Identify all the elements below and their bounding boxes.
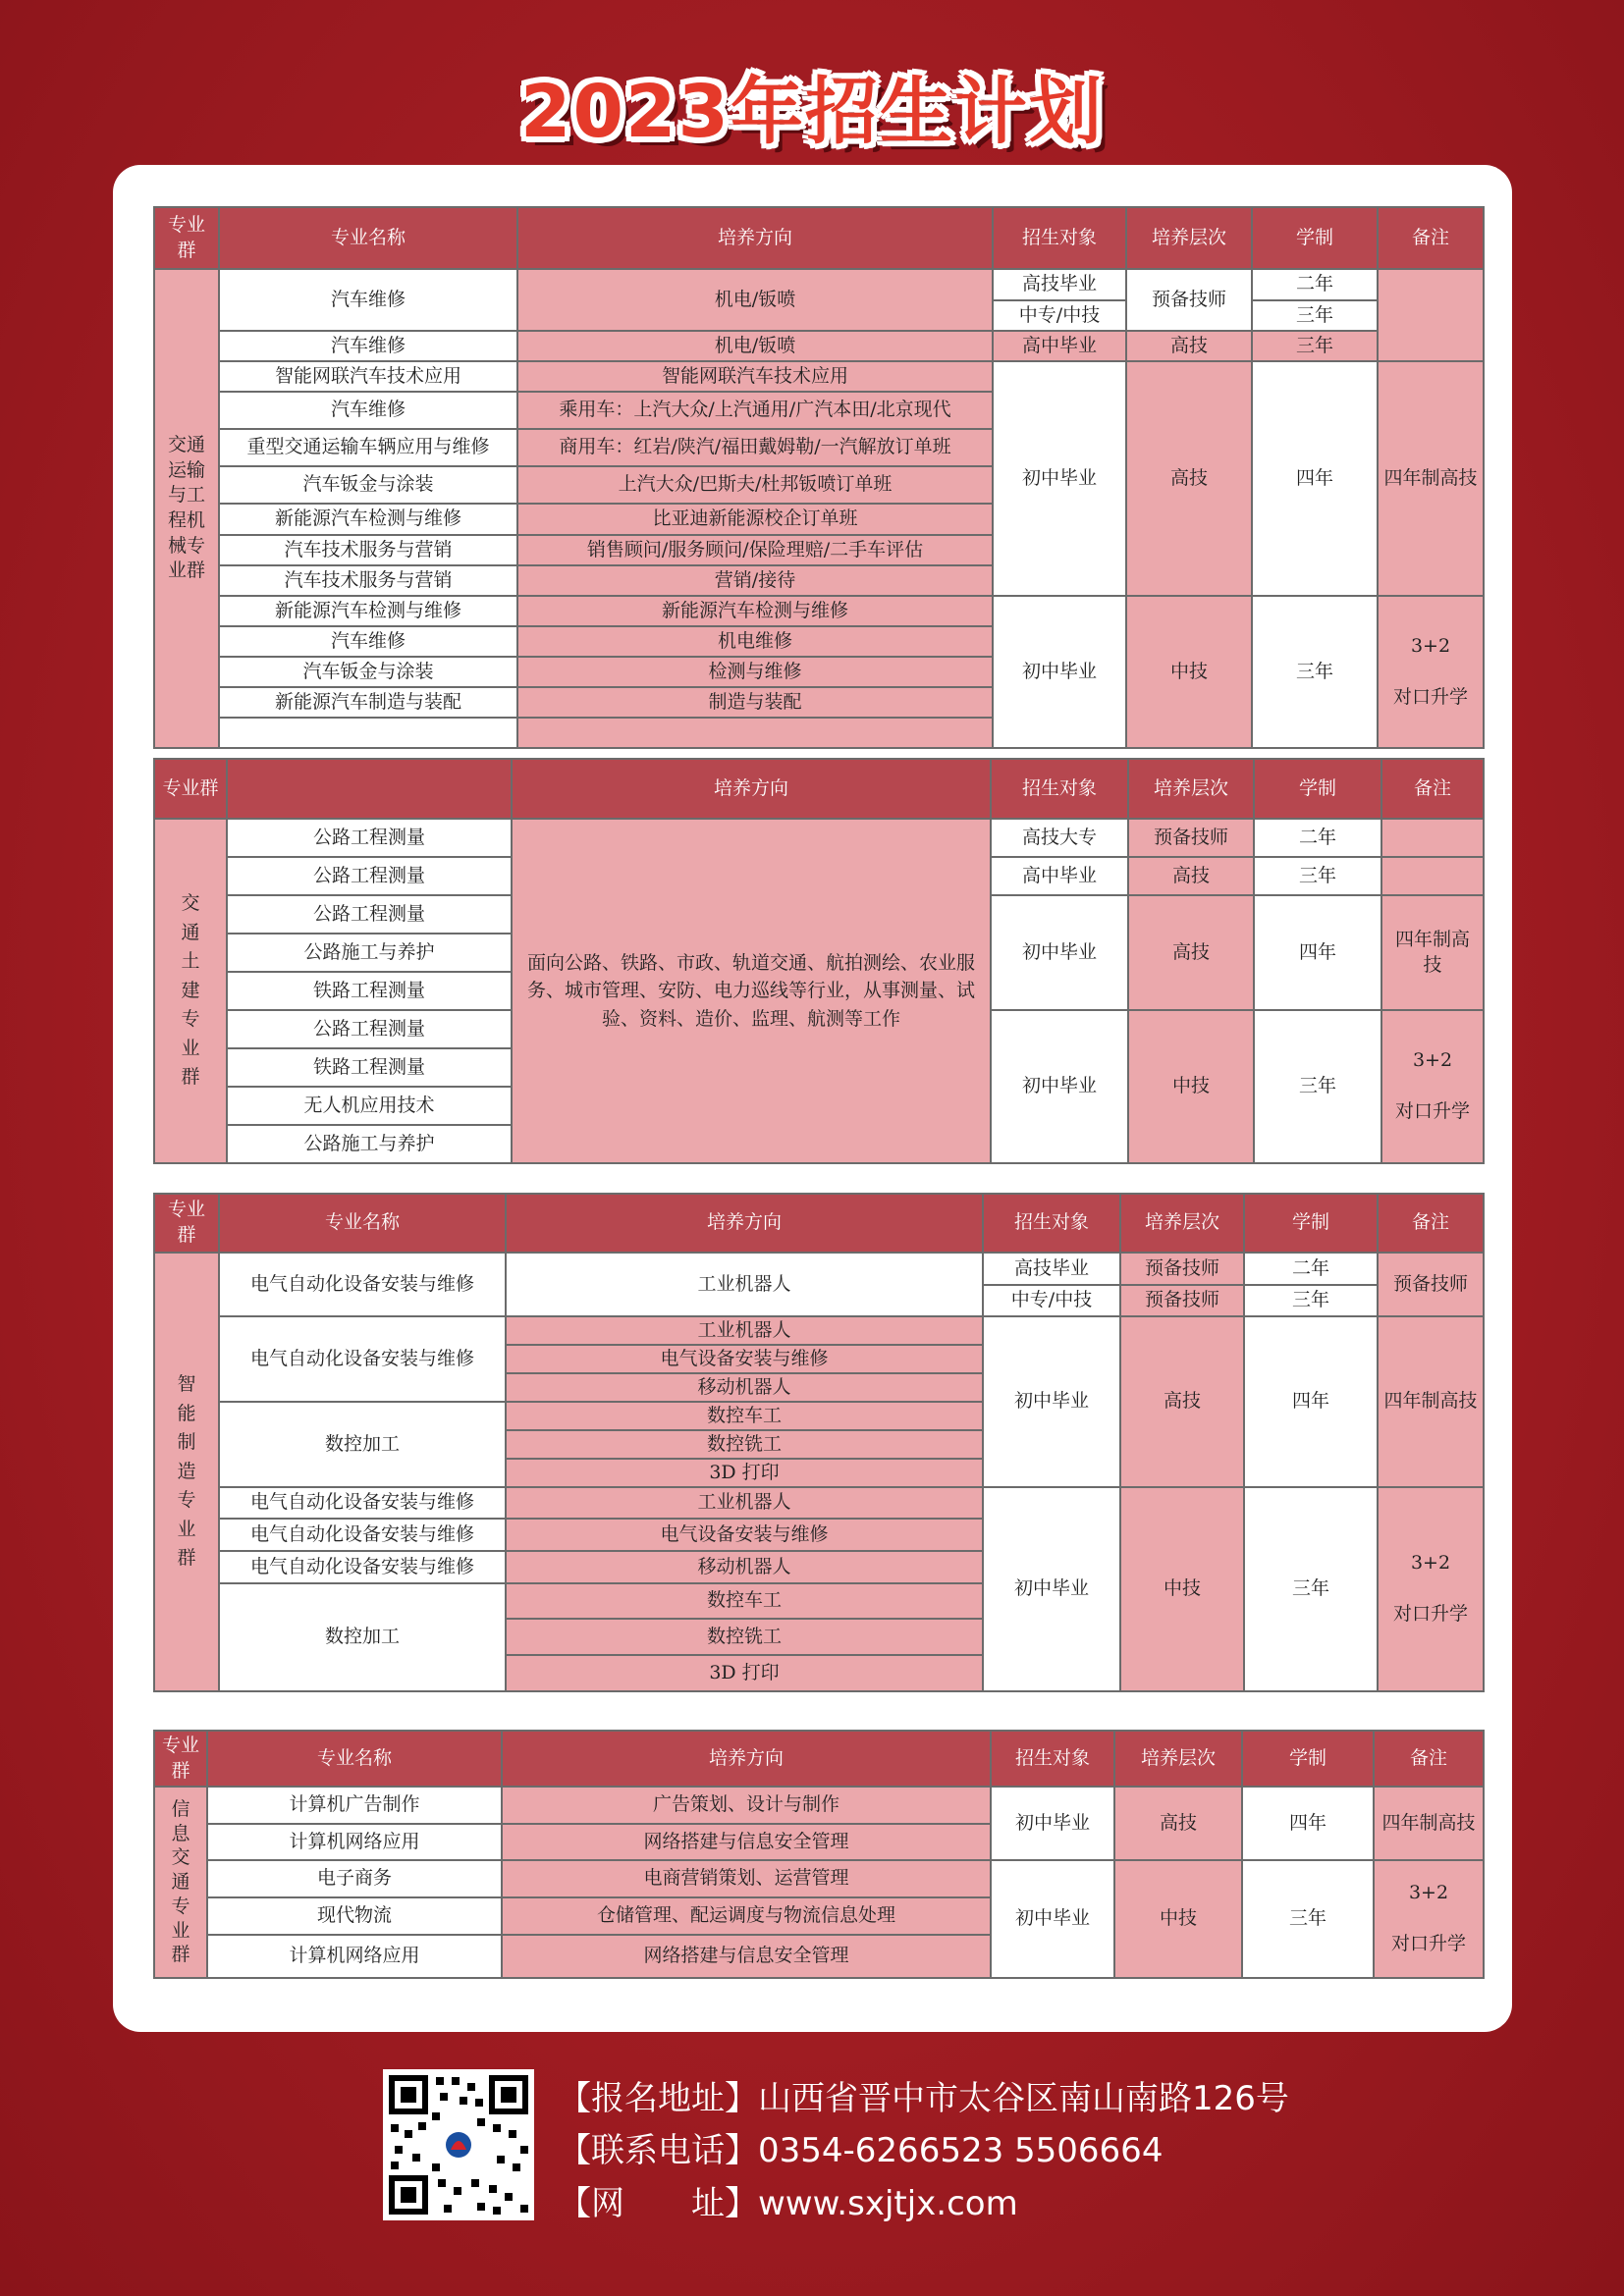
- col-header: 招生对象: [993, 207, 1126, 269]
- col-header: 专业群: [154, 1731, 207, 1787]
- note-line: 3+2: [1408, 1882, 1449, 1904]
- col-header: 备注: [1378, 207, 1484, 269]
- major-name: 新能源汽车制造与装配: [219, 687, 517, 718]
- target: 高中毕业: [993, 331, 1126, 361]
- duration: 三年: [1252, 596, 1378, 748]
- major-name: 公路工程测量: [227, 895, 512, 934]
- duration: 二年: [1244, 1253, 1378, 1285]
- plan-table-transport: [153, 206, 1485, 749]
- direction: 3D 打印: [506, 1459, 983, 1487]
- table-header-row: [154, 759, 1484, 819]
- major-name: 计算机网络应用: [207, 1824, 502, 1860]
- major-name: 汽车技术服务与营销: [219, 565, 517, 596]
- direction: 数控铣工: [506, 1619, 983, 1655]
- major-name: 公路工程测量: [227, 1010, 512, 1048]
- table-header-row: [154, 1194, 1484, 1253]
- direction: 比亚迪新能源校企订单班: [517, 504, 993, 535]
- level: 预备技师: [1120, 1253, 1244, 1285]
- table-row: [154, 1487, 1484, 1519]
- col-header: 学制: [1242, 1731, 1374, 1787]
- col-header: 培养方向: [506, 1194, 983, 1253]
- table-header-row: [154, 207, 1484, 269]
- plan-table-civil: [153, 758, 1485, 1164]
- note: 四年制高技: [1374, 1787, 1484, 1860]
- major-name: 无人机应用技术: [227, 1087, 512, 1125]
- col-header: 培养方向: [502, 1731, 991, 1787]
- direction: 电气设备安装与维修: [506, 1519, 983, 1551]
- major-name: 汽车钣金与涂装: [219, 466, 517, 504]
- col-header: 备注: [1381, 759, 1484, 819]
- major-name: 公路工程测量: [227, 857, 512, 895]
- direction: 3D 打印: [506, 1655, 983, 1691]
- level: 预备技师: [1128, 819, 1254, 857]
- target: 初中毕业: [983, 1316, 1120, 1487]
- footer-phone: 【联系电话】0354-6266523 5506664: [558, 2131, 1164, 2170]
- major-name: 电气自动化设备安装与维修: [219, 1316, 506, 1402]
- major-name: 智能网联汽车技术应用: [219, 361, 517, 392]
- duration: 三年: [1252, 300, 1378, 331]
- col-header: 培养层次: [1128, 759, 1254, 819]
- major-name: 电气自动化设备安装与维修: [219, 1253, 506, 1316]
- direction: 面向公路、铁路、市政、轨道交通、航拍测绘、农业服务、城市管理、安防、电力巡线等行业，从事测量、试验、资料、造价、监理、航测等工作: [512, 819, 991, 1163]
- major-name: 重型交通运输车辆应用与维修: [219, 429, 517, 466]
- level: 中技: [1120, 1487, 1244, 1691]
- table-row: [154, 1787, 1484, 1824]
- direction: 仓储管理、配运调度与物流信息处理: [502, 1897, 991, 1935]
- level: 高技: [1128, 895, 1254, 1010]
- table-row: [154, 269, 1484, 300]
- major-name: 公路施工与养护: [227, 934, 512, 972]
- col-header: 备注: [1378, 1194, 1484, 1253]
- col-header: 招生对象: [991, 1731, 1114, 1787]
- duration: 三年: [1244, 1285, 1378, 1316]
- target: 高技毕业: [983, 1253, 1120, 1285]
- level: 高技: [1128, 857, 1254, 895]
- table-row: [154, 1253, 1484, 1285]
- table-row: [154, 1316, 1484, 1345]
- direction: 工业机器人: [506, 1487, 983, 1519]
- qr-code-icon: [383, 2069, 534, 2220]
- major-name: 铁路工程测量: [227, 972, 512, 1010]
- direction: 数控铣工: [506, 1430, 983, 1459]
- direction: 商用车：红岩/陕汽/福田戴姆勒/一汽解放订单班: [517, 429, 993, 466]
- target: 初中毕业: [991, 1010, 1128, 1163]
- duration: 四年: [1244, 1316, 1378, 1487]
- table-row: [154, 819, 1484, 857]
- direction: 广告策划、设计与制作: [502, 1787, 991, 1824]
- note: 四年制高技: [1378, 361, 1484, 596]
- level: 预备技师: [1126, 269, 1252, 331]
- table-row: [154, 331, 1484, 361]
- level: 高技: [1126, 331, 1252, 361]
- note-line: 3+2: [1410, 634, 1451, 657]
- duration: 四年: [1254, 895, 1381, 1010]
- direction: 机电/钣喷: [517, 269, 993, 331]
- page-title: 2023年招生计划: [520, 70, 1104, 154]
- col-header: 学制: [1252, 207, 1378, 269]
- direction: 销售顾问/服务顾问/保险理赔/二手车评估: [517, 535, 993, 565]
- note-line: 3+2: [1412, 1049, 1453, 1072]
- note: [1381, 819, 1484, 857]
- duration: 三年: [1244, 1487, 1378, 1691]
- target: 高中毕业: [991, 857, 1128, 895]
- group-cell: 交通运输与工程机械专业群: [154, 269, 219, 748]
- footer-website-label: 【网 址】: [558, 2184, 758, 2223]
- duration: 二年: [1254, 819, 1381, 857]
- note-line: 对口升学: [1390, 1933, 1466, 1954]
- direction: 数控车工: [506, 1583, 983, 1619]
- note: [1378, 596, 1484, 748]
- note: [1381, 857, 1484, 895]
- note: 四年制高技: [1378, 1316, 1484, 1487]
- col-header: 培养方向: [517, 207, 993, 269]
- note-line: 3+2: [1410, 1552, 1451, 1575]
- major-name: 汽车技术服务与营销: [219, 535, 517, 565]
- table-header-row: [154, 1731, 1484, 1787]
- note-line: 对口升学: [1392, 1603, 1468, 1625]
- table-row: [154, 596, 1484, 626]
- plan-table-information: [153, 1730, 1485, 1979]
- direction: 营销/接待: [517, 565, 993, 596]
- level: 中技: [1114, 1860, 1242, 1978]
- major-name: 数控加工: [219, 1583, 506, 1691]
- note: 预备技师: [1378, 1253, 1484, 1316]
- target: 初中毕业: [993, 361, 1126, 596]
- direction: 移动机器人: [506, 1373, 983, 1402]
- col-header: 学制: [1244, 1194, 1378, 1253]
- major-name: 电气自动化设备安装与维修: [219, 1487, 506, 1519]
- col-header: 培养层次: [1114, 1731, 1242, 1787]
- target: 高技毕业: [993, 269, 1126, 300]
- major-name: 公路施工与养护: [227, 1125, 512, 1163]
- col-header: 培养层次: [1126, 207, 1252, 269]
- direction: 工业机器人: [506, 1253, 983, 1316]
- col-header: 学制: [1254, 759, 1381, 819]
- group-cell: 智能制造专业群: [154, 1253, 219, 1691]
- major-name: 汽车钣金与涂装: [219, 657, 517, 687]
- direction: 上汽大众/巴斯夫/杜邦钣喷订单班: [517, 466, 993, 504]
- direction: 网络搭建与信息安全管理: [502, 1935, 991, 1978]
- col-header: 培养方向: [512, 759, 991, 819]
- direction: 移动机器人: [506, 1551, 983, 1583]
- col-header: 专业群: [154, 1194, 219, 1253]
- target: 初中毕业: [991, 1787, 1114, 1860]
- footer-website: [558, 2176, 1018, 2224]
- target: 初中毕业: [991, 1860, 1114, 1978]
- major-name: 新能源汽车检测与维修: [219, 504, 517, 535]
- duration: 三年: [1254, 857, 1381, 895]
- note: [1374, 1860, 1484, 1978]
- col-header: [227, 759, 512, 819]
- direction: 新能源汽车检测与维修: [517, 596, 993, 626]
- major-name: 电气自动化设备安装与维修: [219, 1551, 506, 1583]
- target: 初中毕业: [991, 895, 1128, 1010]
- direction: 智能网联汽车技术应用: [517, 361, 993, 392]
- duration: 三年: [1252, 331, 1378, 361]
- col-header: 专业名称: [219, 1194, 506, 1253]
- table-row: [154, 1860, 1484, 1897]
- group-cell: 信息交通专业群: [154, 1787, 207, 1978]
- direction: 机电维修: [517, 626, 993, 657]
- direction: 机电/钣喷: [517, 331, 993, 361]
- direction: 电商营销策划、运营管理: [502, 1860, 991, 1897]
- table-row: [154, 361, 1484, 392]
- major-name: 汽车维修: [219, 269, 517, 331]
- note: 四年制高技: [1381, 895, 1484, 1010]
- col-header: 专业名称: [219, 207, 517, 269]
- level: 高技: [1126, 361, 1252, 596]
- col-header: 招生对象: [991, 759, 1128, 819]
- footer-website-url[interactable]: www.sxjtjx.com: [758, 2184, 1018, 2223]
- direction: 乘用车：上汽大众/上汽通用/广汽本田/北京现代: [517, 392, 993, 429]
- direction: 检测与维修: [517, 657, 993, 687]
- note-line: 对口升学: [1394, 1100, 1470, 1122]
- group-cell: 交通土建专业群: [154, 819, 227, 1163]
- target: 中专/中技: [983, 1285, 1120, 1316]
- col-header: 招生对象: [983, 1194, 1120, 1253]
- major-name: 计算机广告制作: [207, 1787, 502, 1824]
- direction: 数控车工: [506, 1402, 983, 1430]
- col-header: 专业名称: [207, 1731, 502, 1787]
- level: 中技: [1128, 1010, 1254, 1163]
- col-header: 专业群: [154, 759, 227, 819]
- duration: 四年: [1242, 1787, 1374, 1860]
- major-name: 公路工程测量: [227, 819, 512, 857]
- level: 中技: [1126, 596, 1252, 748]
- direction: 制造与装配: [517, 687, 993, 718]
- level: 高技: [1114, 1787, 1242, 1860]
- col-header: 培养层次: [1120, 1194, 1244, 1253]
- target: 初中毕业: [983, 1487, 1120, 1691]
- direction: 工业机器人: [506, 1316, 983, 1345]
- major-name: [219, 718, 517, 748]
- major-name: 电子商务: [207, 1860, 502, 1897]
- direction: 网络搭建与信息安全管理: [502, 1824, 991, 1860]
- duration: 二年: [1252, 269, 1378, 300]
- major-name: 电气自动化设备安装与维修: [219, 1519, 506, 1551]
- major-name: 铁路工程测量: [227, 1048, 512, 1087]
- major-name: 现代物流: [207, 1897, 502, 1935]
- col-header: 备注: [1374, 1731, 1484, 1787]
- level: 预备技师: [1120, 1285, 1244, 1316]
- target: 初中毕业: [993, 596, 1126, 748]
- target: 中专/中技: [993, 300, 1126, 331]
- major-name: 汽车维修: [219, 331, 517, 361]
- col-header: 专业群: [154, 207, 219, 269]
- major-name: 新能源汽车检测与维修: [219, 596, 517, 626]
- note: [1381, 1010, 1484, 1163]
- note: [1378, 269, 1484, 361]
- footer-address: 【报名地址】山西省晋中市太谷区南山南路126号: [558, 2079, 1289, 2118]
- major-name: 计算机网络应用: [207, 1935, 502, 1978]
- note-line: 对口升学: [1392, 685, 1468, 708]
- plan-table-manufacturing: [153, 1193, 1485, 1692]
- major-name: 数控加工: [219, 1402, 506, 1487]
- duration: 三年: [1254, 1010, 1381, 1163]
- major-name: 汽车维修: [219, 626, 517, 657]
- target: 高技大专: [991, 819, 1128, 857]
- level: 高技: [1120, 1316, 1244, 1487]
- direction: [517, 718, 993, 748]
- duration: 四年: [1252, 361, 1378, 596]
- duration: 三年: [1242, 1860, 1374, 1978]
- major-name: 汽车维修: [219, 392, 517, 429]
- note: [1378, 1487, 1484, 1691]
- direction: 电气设备安装与维修: [506, 1345, 983, 1373]
